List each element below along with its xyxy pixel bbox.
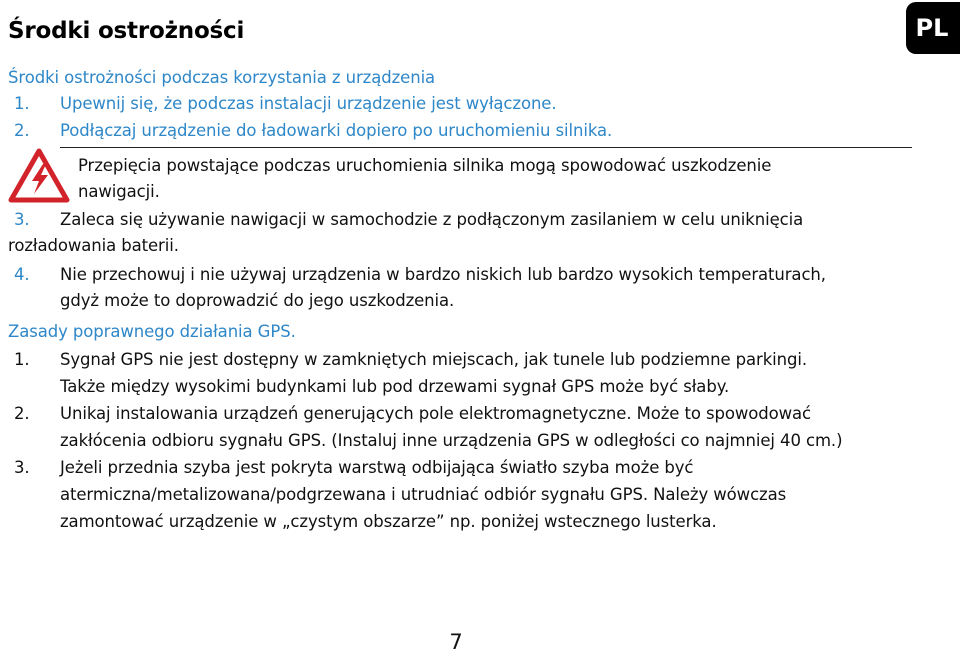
section-heading-usage-precautions: Środki ostrożności podczas korzystania z urządzenia [8, 68, 436, 87]
list-item-number: 2. [14, 121, 30, 140]
list-item-text: Podłączaj urządzenie do ładowarki dopiero po uruchomieniu silnika. [60, 121, 613, 140]
page-title: Środki ostrożności [8, 18, 245, 44]
list-item-text-continuation: zamontować urządzenie w „czystym obszarze” np. poniżej wstecznego lusterka. [60, 512, 717, 531]
list-item-text-continuation: Także między wysokimi budynkami lub pod drzewami sygnał GPS może być słaby. [60, 377, 730, 396]
high-voltage-warning-icon [8, 148, 70, 204]
warning-text-line: nawigacji. [78, 182, 160, 201]
list-item-text: Zaleca się używanie nawigacji w samochodzie z podłączonym zasilaniem w celu uniknięcia [60, 210, 804, 229]
list-item-text: Sygnał GPS nie jest dostępny w zamkniętych miejscach, jak tunele lub podziemne parkingi. [60, 350, 808, 369]
list-item-text-continuation: gdyż może to doprowadzić do jego uszkodzenia. [60, 291, 455, 310]
list-item-text: Upewnij się, że podczas instalacji urządzenie jest wyłączone. [60, 94, 557, 113]
language-badge: PL [906, 2, 960, 54]
warning-text-line: Przepięcia powstające podczas uruchomienia silnika mogą spowodować uszkodzenie [78, 156, 772, 175]
list-item-text-continuation: atermiczna/metalizowana/podgrzewana i utrudniać odbiór sygnału GPS. Należy wówczas [60, 485, 787, 504]
warning-divider [60, 147, 912, 148]
list-item-number: 4. [14, 265, 30, 284]
list-item-text-continuation: rozładowania baterii. [8, 236, 179, 255]
list-item-number: 3. [14, 210, 30, 229]
list-item-number: 1. [14, 94, 30, 113]
list-item-number: 1. [14, 350, 30, 369]
list-item-text: Jeżeli przednia szyba jest pokryta warstwą odbijająca światło szyba może być [60, 458, 694, 477]
page-number: 7 [449, 630, 463, 654]
list-item-text-continuation: zakłócenia odbioru sygnału GPS. (Instaluj inne urządzenia GPS w odległości co najmniej 40 cm.) [60, 431, 843, 450]
list-item-text: Nie przechowuj i nie używaj urządzenia w bardzo niskich lub bardzo wysokich temperaturach, [60, 265, 826, 284]
section-heading-gps-rules: Zasady poprawnego działania GPS. [8, 322, 296, 341]
list-item-number: 3. [14, 458, 30, 477]
list-item-number: 2. [14, 404, 30, 423]
list-item-text: Unikaj instalowania urządzeń generujących pole elektromagnetyczne. Może to spowodować [60, 404, 812, 423]
